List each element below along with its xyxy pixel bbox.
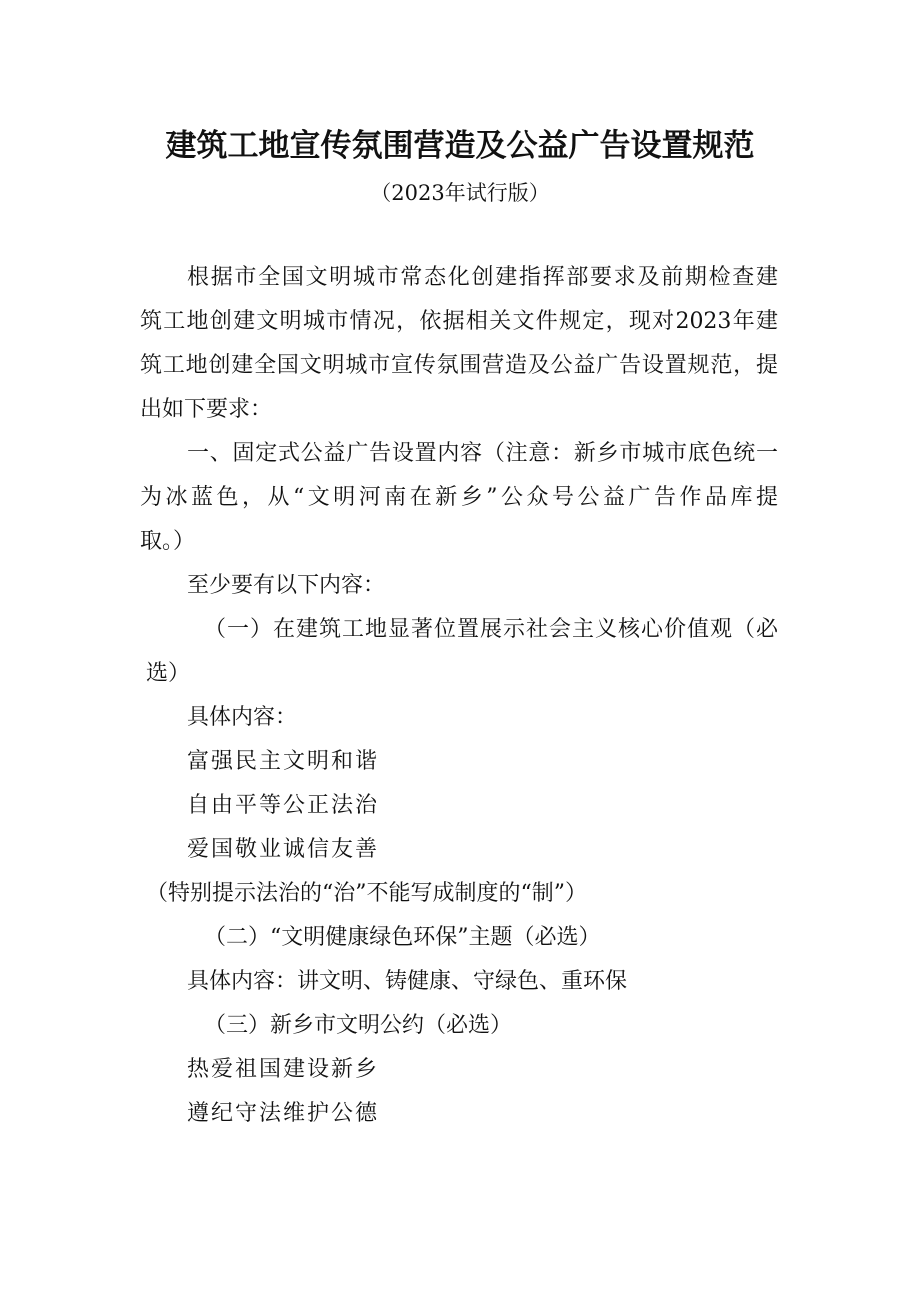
paragraph-line: 取。） bbox=[140, 529, 196, 554]
value-line: 自由平等公正法治 bbox=[187, 793, 380, 818]
section-heading: （二）“文明健康绿色环保”主题（必选） bbox=[204, 925, 601, 950]
paragraph-line: 筑工地创建文明城市情况，依据相关文件规定，现对2023年建 bbox=[140, 309, 778, 334]
paragraph-line: 选） bbox=[146, 661, 191, 686]
paragraph-line: 根据市全国文明城市常态化创建指挥部要求及前期检查建 bbox=[187, 265, 778, 290]
section-heading: （一）在建筑工地显著位置展示社会主义核心价值观（必 bbox=[204, 617, 778, 642]
paragraph-line: 出如下要求： bbox=[140, 397, 273, 422]
paragraph-line: 筑工地创建全国文明城市宣传氛围营造及公益广告设置规范，提 bbox=[140, 353, 778, 378]
value-line: 遵纪守法维护公德 bbox=[187, 1101, 380, 1126]
note-line: （特别提示法治的“治”不能写成制度的“制”） bbox=[146, 881, 587, 906]
paragraph-line: 一、固定式公益广告设置内容（注意：新乡市城市底色统一 bbox=[187, 441, 778, 466]
document-title: 建筑工地宣传氛围营造及公益广告设置规范 bbox=[165, 128, 755, 164]
paragraph-line: 至少要有以下内容： bbox=[187, 573, 386, 598]
paragraph-line: 具体内容：讲文明、铸健康、守绿色、重环保 bbox=[187, 969, 628, 994]
paragraph-line: 为冰蓝色，从“文明河南在新乡”公众号公益广告作品库提 bbox=[140, 485, 778, 510]
section-heading: （三）新乡市文明公约（必选） bbox=[204, 1013, 513, 1038]
document-subtitle: （2023年试行版） bbox=[370, 181, 550, 205]
paragraph-line: 具体内容： bbox=[187, 705, 298, 730]
value-line: 富强民主文明和谐 bbox=[187, 749, 380, 774]
value-line: 爱国敬业诚信友善 bbox=[187, 837, 380, 862]
value-line: 热爱祖国建设新乡 bbox=[187, 1057, 380, 1082]
